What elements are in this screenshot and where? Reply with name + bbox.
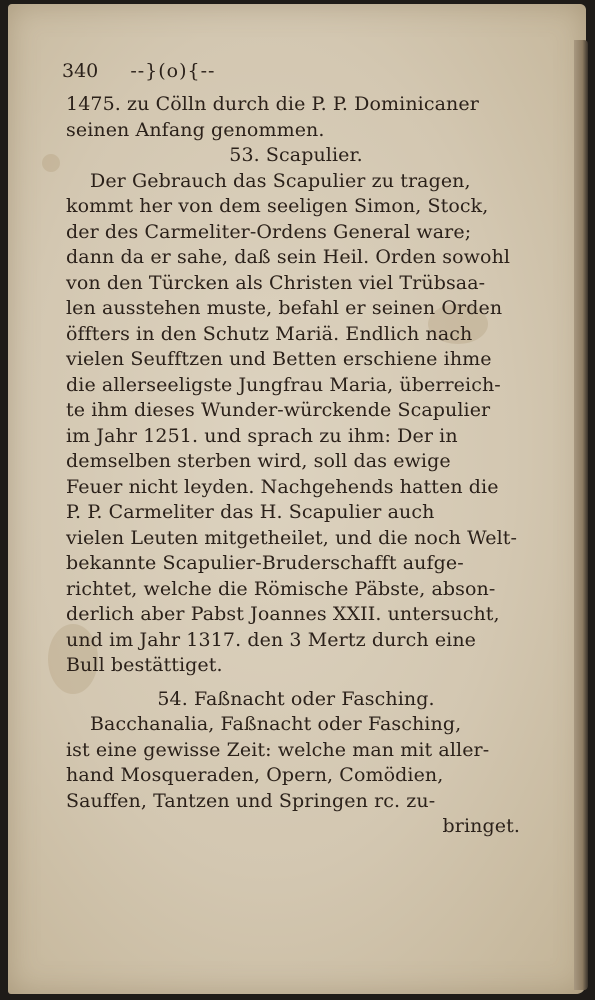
text-line: Bacchanalia, Faßnacht oder Fasching, <box>90 713 462 735</box>
text-line: bringet. <box>442 815 520 837</box>
text-line: im Jahr 1251. und sprach zu ihm: Der in <box>66 424 458 447</box>
text-line: ist eine gewisse Zeit: welche man mit aller- <box>66 738 490 761</box>
text-line: demselben sterben wird, soll das ewige <box>66 450 451 472</box>
text-line: hand Mosqueraden, Opern, Comödien, <box>66 764 444 786</box>
text-line: dann da er sahe, daß sein Heil. Orden sowohl <box>66 246 511 268</box>
text-line: Feuer nicht leyden. Nachgehends hatten die <box>66 475 499 498</box>
text-line: vielen Seufftzen und Betten erschiene ihme <box>66 348 492 370</box>
text-line: Der Gebrauch das Scapulier zu tragen, <box>90 169 471 192</box>
text-line: und im Jahr 1317. den 3 Mertz durch eine <box>66 628 477 651</box>
text-line: len ausstehen muste, befahl er seinen Orden <box>66 297 503 319</box>
text-line: der des Carmeliter-Ordens General ware; <box>66 220 472 243</box>
next-page-edge <box>574 40 588 990</box>
section-heading: 54. Faßnacht oder Fasching. <box>157 687 435 710</box>
text-line: 1475. zu Cölln durch die P. P. Dominicaner <box>66 93 479 115</box>
text-line: Bull bestättiget. <box>66 654 223 676</box>
paper-stain <box>42 154 60 172</box>
text-line: Sauffen, Tantzen und Springen rc. zu- <box>66 789 436 812</box>
page-header <box>62 60 482 82</box>
text-line: die allerseeligste Jungfrau Maria, überreich- <box>66 373 501 396</box>
section-heading: 53. Scapulier. <box>229 144 363 166</box>
text-line: seinen Anfang genommen. <box>66 118 325 141</box>
text-line: öffters in den Schutz Mariä. Endlich nach <box>66 322 473 345</box>
text-line: kommt her von dem seeligen Simon, Stock, <box>66 195 489 217</box>
text-line: te ihm dieses Wunder-würckende Scapulier <box>66 399 491 421</box>
text-line: P. P. Carmeliter das H. Scapulier auch <box>66 501 435 523</box>
text-line: derlich aber Pabst Joannes XXII. untersucht, <box>66 603 500 625</box>
page-body <box>66 92 526 840</box>
text-line: bekannte Scapulier-Bruderschafft aufge- <box>66 552 464 574</box>
text-line: vielen Leuten mitgetheilet, und die noch Welt- <box>66 526 518 549</box>
text-line: von den Türcken als Christen viel Trübsaa- <box>66 271 486 294</box>
page-number: 340 <box>62 60 99 82</box>
running-head-ornament: --}(o){-- <box>130 60 216 82</box>
text-line: richtet, welche die Römische Päbste, abson- <box>66 577 496 600</box>
